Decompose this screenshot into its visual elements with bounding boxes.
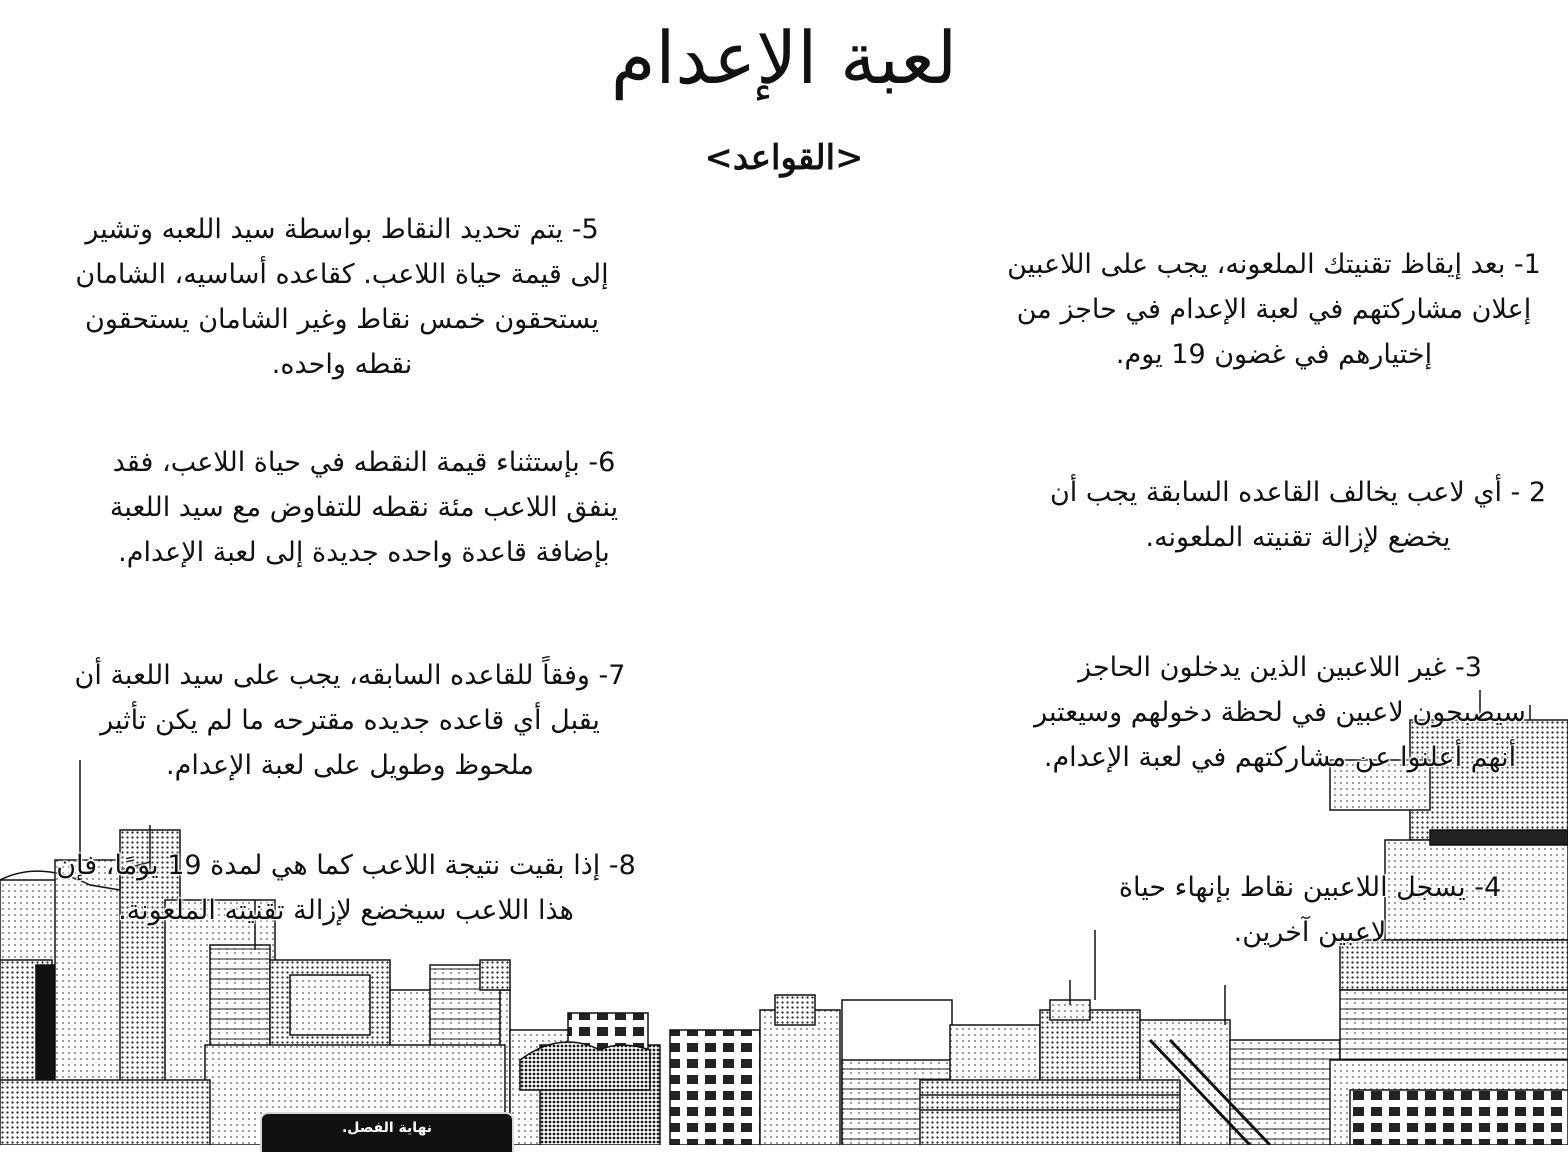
rule-4: 4- يسجل اللاعبين نقاط بإنهاء حياة لاعبين آخرين. [1118, 872, 1502, 948]
rule-7: 7- وفقاً للقاعده السابقه، يجب على سيد اللعبة أن يقبل أي قاعده جديده مقترحه ما لم يكن تأثير ملحوظ وطويل على لعبة الإعدام. [74, 660, 626, 781]
page-title: لعبة الإعدام [610, 16, 958, 100]
rule-5: 5- يتم تحديد النقاط بواسطة سيد اللعبه وتشير إلى قيمة حياة اللاعب. كقاعده أساسيه، الشامان يستحقون خمس نقاط وغير الشامان يستحقون نقطه واحده. [75, 214, 609, 380]
rule-8: 8- إذا بقيت نتيجة اللاعب كما هي لمدة 19 يومًا، فإن هذا اللاعب سيخضع لإزالة تقنيته الملعونة. [56, 850, 636, 926]
chapter-end-tab [260, 1112, 514, 1152]
rule-1: 1- بعد إيقاظ تقنيتك الملعونه، يجب على اللاعبين إعلان مشاركتهم في لعبة الإعدام في حاجز من إختيارهم في غضون 19 يوم. [1007, 249, 1541, 370]
rule-2: 2 - أي لاعب يخالف القاعده السابقة يجب أن يخضع لإزالة تقنيته الملعونه. [1049, 477, 1547, 553]
chapter-end-label: نهاية الفصل. [341, 1120, 433, 1136]
rule-6: 6- بإستثناء قيمة النقطه في حياة اللاعب، فقد ينفق اللاعب مئة نقطه للتفاوض مع سيد اللعبة بإضافة قاعدة واحده جديدة إلى لعبة الإعدام. [109, 447, 619, 568]
rule-3: 3- غير اللاعبين الذين يدخلون الحاجز سيصبحون لاعبين في لحظة دخولهم وسيعتبر أنهم أعلنوا عن مشاركتهم في لعبة الإعدام. [1034, 652, 1526, 773]
rules-subtitle: <القواعد> [704, 138, 864, 178]
